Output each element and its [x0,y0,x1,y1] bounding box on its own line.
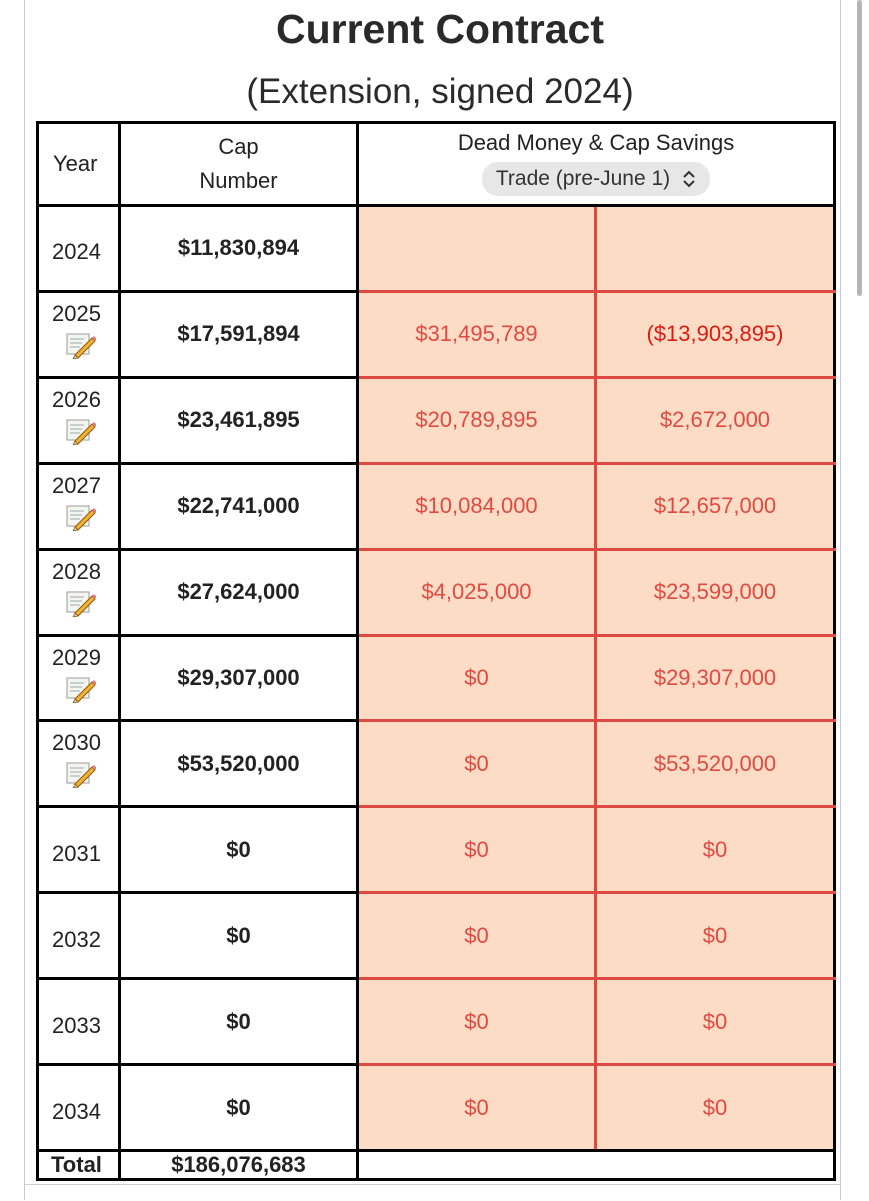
table-row [38,635,835,721]
memo-pencil-icon[interactable] [66,591,96,617]
table-row [38,291,835,377]
table-row [38,893,835,979]
year-cell [38,807,120,893]
cap-savings-cell: $12,657,000 [596,463,835,549]
contract-table [36,121,836,1181]
cap-savings-cell: $23,599,000 [596,549,835,635]
cap-number-cell: $0 [120,1065,358,1151]
dead-money-cell: $0 [358,807,596,893]
cap-number-cell: $0 [120,893,358,979]
page-frame-right [840,0,841,1200]
year-value: 2032 [52,926,101,952]
dead-money-column-header [358,123,835,206]
dead-money-cell: $0 [358,893,596,979]
total-row [38,1151,835,1180]
total-dead-money-empty [358,1151,835,1180]
page-frame-bottom [24,1184,841,1201]
dead-money-title: Dead Money & Cap Savings [457,130,735,155]
year-cell [38,979,120,1065]
year-value: 2026 [52,386,101,412]
table-row [38,979,835,1065]
cap-savings-cell: $2,672,000 [596,377,835,463]
dead-money-cell: $4,025,000 [358,549,596,635]
table-header-row [38,123,835,206]
dead-money-cell: $20,789,895 [358,377,596,463]
cap-savings-cell: $0 [596,893,835,979]
dead-money-cell: $31,495,789 [358,291,596,377]
cap-number-cell: $0 [120,807,358,893]
year-value: 2025 [52,300,101,326]
memo-pencil-icon[interactable] [66,677,96,703]
year-cell [38,893,120,979]
year-value: 2031 [52,840,101,866]
chevron-up-down-icon [682,170,696,188]
cap-savings-cell: $29,307,000 [596,635,835,721]
memo-pencil-icon[interactable] [66,762,96,788]
dead-money-cell: $0 [358,1065,596,1151]
cap-number-cell: $0 [120,979,358,1065]
year-cell [38,1065,120,1151]
year-cell [38,463,120,549]
year-value: 2024 [52,239,101,265]
cap-number-cell: $53,520,000 [120,721,358,807]
table-row [38,549,835,635]
year-value: 2029 [52,644,101,670]
year-value: 2033 [52,1012,101,1038]
year-value: 2027 [52,472,101,498]
cap-number-cell: $11,830,894 [120,206,358,292]
dead-money-cell: $10,084,000 [358,463,596,549]
table-row [38,377,835,463]
table-row [38,721,835,807]
table-row [38,206,835,292]
dead-money-cell: $0 [358,721,596,807]
memo-pencil-icon[interactable] [66,333,96,359]
year-value: 2028 [52,558,101,584]
cap-savings-cell: $0 [596,979,835,1065]
year-cell [38,291,120,377]
page-subtitle: (Extension, signed 2024) [246,72,634,111]
year-value: 2034 [52,1098,101,1124]
scenario-select[interactable] [482,162,710,196]
cap-savings-cell: $0 [596,807,835,893]
year-cell [38,549,120,635]
dead-money-cell [358,206,596,292]
cap-savings-cell [596,206,835,292]
table-row [38,807,835,893]
year-cell [38,721,120,807]
page-frame-left [24,0,25,1200]
cap-savings-cell: $0 [596,1065,835,1151]
cap-number-cell: $29,307,000 [120,635,358,721]
year-cell [38,377,120,463]
table-row [38,1065,835,1151]
page-title: Current Contract [275,6,605,52]
memo-pencil-icon[interactable] [66,505,96,531]
cap-number-cell: $17,591,894 [120,291,358,377]
total-label: Total [38,1151,120,1180]
cap-number-cell: $22,741,000 [120,463,358,549]
year-cell [38,206,120,292]
memo-pencil-icon[interactable] [66,419,96,445]
year-column-header: Year [38,123,120,206]
year-value: 2030 [52,730,101,756]
table-row [38,463,835,549]
cap-savings-cell: ($13,903,895) [596,291,835,377]
total-cap-number: $186,076,683 [120,1151,358,1180]
cap-number-column-header: Cap Number [120,123,358,206]
dead-money-cell: $0 [358,635,596,721]
cap-number-cell: $27,624,000 [120,549,358,635]
scenario-select-value: Trade (pre-June 1) [495,167,671,190]
cap-number-cell: $23,461,895 [120,377,358,463]
year-cell [38,635,120,721]
cap-savings-cell: $53,520,000 [596,721,835,807]
dead-money-cell: $0 [358,979,596,1065]
